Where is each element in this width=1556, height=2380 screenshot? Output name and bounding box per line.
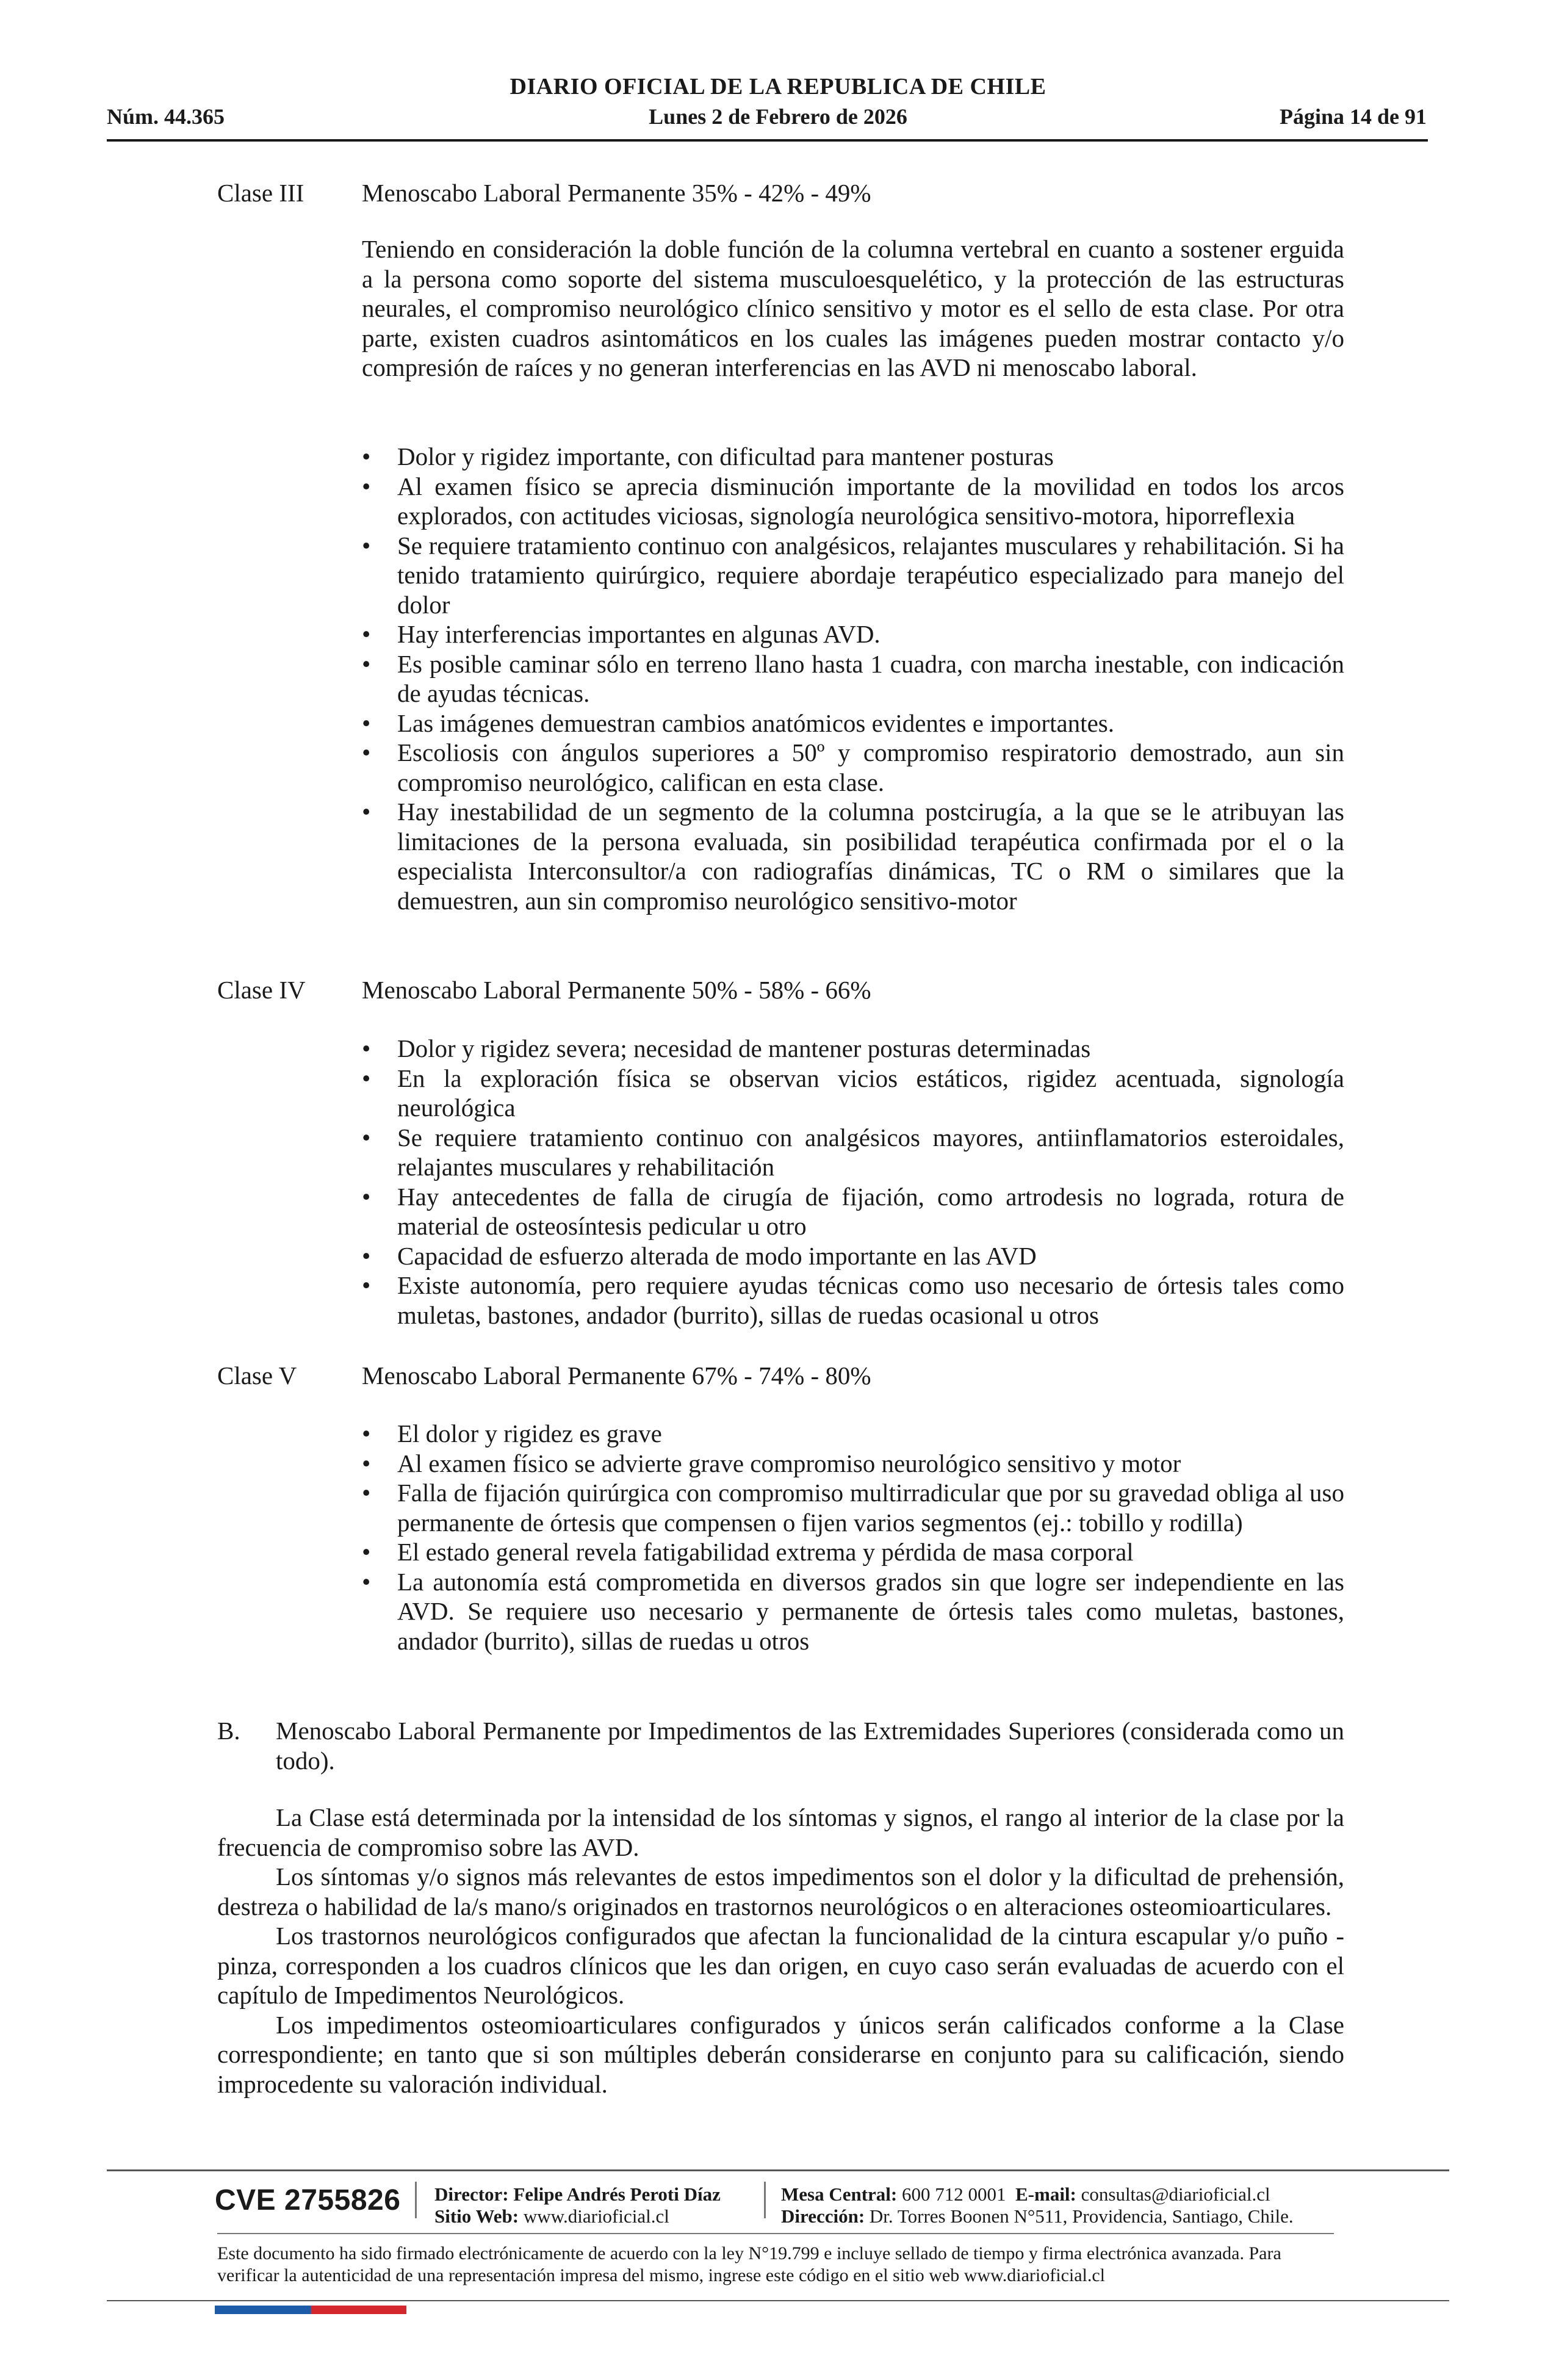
clase-iii-bullet-list bbox=[362, 442, 1344, 915]
flag-stripe-red bbox=[311, 2306, 406, 2314]
list-item: • Las imágenes demuestran cambios anatómicos evidentes e importantes. bbox=[362, 709, 1114, 737]
flag-stripe-blue bbox=[215, 2306, 311, 2314]
bullet-icon: • bbox=[362, 1241, 371, 1270]
footer-divider-bottom bbox=[107, 2300, 1449, 2301]
bullet-icon: • bbox=[362, 709, 371, 737]
bullet-icon: • bbox=[362, 1271, 371, 1299]
list-item: • Capacidad de esfuerzo alterada de modo importante en las AVD bbox=[362, 1241, 1037, 1270]
section-b-body bbox=[217, 1803, 1344, 2099]
section-b-paragraph: La Clase está determinada por la intensidad de los síntomas y signos, el rango al interior de la clase por la frecuencia de compromiso sobre las AVD. bbox=[217, 1803, 1344, 1861]
bullet-icon: • bbox=[362, 472, 371, 500]
footer-separator bbox=[415, 2182, 417, 2218]
list-item: • El dolor y rigidez es grave bbox=[362, 1419, 662, 1448]
bullet-icon: • bbox=[362, 798, 371, 826]
clase-iii-intro: Teniendo en consideración la doble función de la columna vertebral en cuanto a sostener erguida a la persona como soporte del sistema musculoesquelético, y la protección de las estructuras neurales, el compromiso neurológico clínico sensitivo y motor es el sello de esta clase. Por otra parte, existen cuadros asintomáticos en los cuales las imágenes pueden mostrar contacto y/o compresión de raíces y no generan interferencias en las AVD ni menoscabo laboral. bbox=[362, 235, 1344, 381]
issue-date: Lunes 2 de Febrero de 2026 bbox=[649, 104, 907, 129]
bullet-icon: • bbox=[362, 1419, 371, 1448]
clase-iv-bullet-list bbox=[362, 1034, 1344, 1330]
clase-v-bullet-list bbox=[362, 1419, 1344, 1656]
bullet-icon: • bbox=[362, 649, 371, 678]
list-item: • Existe autonomía, pero requiere ayudas técnicas como uso necesario de órtesis tales como muletas, bastones, andador (burrito), sillas de ruedas ocasional u otros bbox=[362, 1271, 1344, 1329]
address-value: Dr. Torres Boonen N°511, Providencia, Santiago, Chile. bbox=[869, 2205, 1294, 2227]
bullet-icon: • bbox=[362, 1182, 371, 1211]
list-item: • Se requiere tratamiento continuo con analgésicos mayores, antiinflamatorios esteroidales, relajantes musculares y rehabilitación bbox=[362, 1123, 1344, 1181]
list-item: • Dolor y rigidez importante, con dificultad para mantener posturas bbox=[362, 442, 1054, 471]
clase-iv-heading: Menoscabo Laboral Permanente 50% - 58% - 66% bbox=[362, 976, 871, 1004]
list-item: • Dolor y rigidez severa; necesidad de mantener posturas determinadas bbox=[362, 1034, 1091, 1062]
list-item: • Se requiere tratamiento continuo con analgésicos, relajantes musculares y rehabilitación. Si ha tenido tratamiento quirúrgico, requiere abordaje terapéutico especializado para manejo del dolor bbox=[362, 531, 1344, 619]
bullet-icon: • bbox=[362, 738, 371, 766]
section-b-heading: Menoscabo Laboral Permanente por Impedimentos de las Extremidades Superiores (considerada como un todo). bbox=[276, 1717, 1344, 1775]
list-item: • Al examen físico se aprecia disminución importante de la movilidad en todos los arcos explorados, con actitudes viciosas, signología neurológica sensitivo-motora, hiporreflexia bbox=[362, 472, 1344, 530]
clase-iii-heading: Menoscabo Laboral Permanente 35% - 42% - 49% bbox=[362, 179, 871, 207]
footer-director-block bbox=[434, 2183, 721, 2227]
section-b-paragraph: Los impedimentos osteomioarticulares configurados y únicos serán calificados conforme a la Clase correspondiente; en tanto que si son múltiples deberán considerarse en conjunto para su calificación, siendo improcedente su valoración individual. bbox=[217, 2010, 1344, 2098]
list-item: • Al examen físico se advierte grave compromiso neurológico sensitivo y motor bbox=[362, 1449, 1181, 1477]
section-b-paragraph: Los trastornos neurológicos configurados que afectan la funcionalidad de la cintura escapular y/o puño - pinza, corresponden a los cuadros clínicos que les dan origen, en cuyo caso serán evaluadas de acuerdo con el capítulo de Impedimentos Neurológicos. bbox=[217, 1922, 1344, 2009]
director-name: Felipe Andrés Peroti Díaz bbox=[513, 2183, 721, 2205]
director-label: Director: bbox=[434, 2183, 509, 2205]
bullet-icon: • bbox=[362, 531, 371, 560]
footer-divider-top bbox=[107, 2169, 1449, 2171]
email-link[interactable]: consultas@diarioficial.cl bbox=[1081, 2183, 1270, 2205]
list-item: • Hay interferencias importantes en algunas AVD. bbox=[362, 620, 881, 648]
clase-v-label: Clase V bbox=[217, 1361, 297, 1390]
bullet-icon: • bbox=[362, 1479, 371, 1507]
footer-separator bbox=[764, 2182, 766, 2218]
phone-value: 600 712 0001 bbox=[902, 2183, 1006, 2205]
email-label: E-mail: bbox=[1015, 2183, 1076, 2205]
clase-iii-label: Clase III bbox=[217, 179, 304, 207]
address-label: Dirección: bbox=[781, 2205, 865, 2227]
footer-divider-mid bbox=[217, 2233, 1334, 2234]
bullet-icon: • bbox=[362, 1123, 371, 1152]
bullet-icon: • bbox=[362, 1449, 371, 1477]
electronic-signature-notice: Este documento ha sido firmado electrónicamente de acuerdo con la ley N°19.799 e incluye sellado de tiempo y firma electrónica avanzada. Para verificar la autenticidad de una representación impresa del mismo, ingrese este código en el sitio web www.diarioficial.cl bbox=[217, 2243, 1281, 2285]
section-b-marker: B. bbox=[217, 1717, 240, 1745]
list-item: • El estado general revela fatigabilidad extrema y pérdida de masa corporal bbox=[362, 1538, 1134, 1566]
bullet-icon: • bbox=[362, 442, 371, 471]
list-item: • Es posible caminar sólo en terreno llano hasta 1 cuadra, con marcha inestable, con indicación de ayudas técnicas. bbox=[362, 649, 1344, 707]
list-item: • Falla de fijación quirúrgica con compromiso multirradicular que por su gravedad obliga al uso permanente de órtesis que compensen o fijen varios segmentos (ej.: tobillo y rodilla) bbox=[362, 1479, 1344, 1537]
clase-iv-label: Clase IV bbox=[217, 976, 306, 1004]
site-label: Sitio Web: bbox=[434, 2205, 519, 2227]
bullet-icon: • bbox=[362, 1567, 371, 1596]
section-b-paragraph: Los síntomas y/o signos más relevantes de estos impedimentos son el dolor y la dificultad de prehensión, destreza o habilidad de la/s mano/s originados en trastornos neurológicos o en alteraciones osteomioarticulares. bbox=[217, 1863, 1344, 1920]
list-item: • La autonomía está comprometida en diversos grados sin que logre ser independiente en las AVD. Se requiere uso necesario y permanente de órtesis tales como muletas, bastones, andador (burrito), sillas de ruedas u otros bbox=[362, 1567, 1344, 1655]
cve-code: CVE 2755826 bbox=[215, 2184, 401, 2216]
list-item: • Hay antecedentes de falla de cirugía de fijación, como artrodesis no lograda, rotura de material de osteosíntesis pedicular u otro bbox=[362, 1182, 1344, 1240]
phone-label: Mesa Central: bbox=[781, 2183, 898, 2205]
site-link[interactable]: www.diarioficial.cl bbox=[523, 2205, 669, 2227]
newspaper-title: DIARIO OFICIAL DE LA REPUBLICA DE CHILE bbox=[510, 74, 1046, 99]
bullet-icon: • bbox=[362, 1064, 371, 1092]
bullet-icon: • bbox=[362, 1034, 371, 1062]
footer-contact-block bbox=[781, 2183, 1294, 2227]
issue-number: Núm. 44.365 bbox=[107, 104, 225, 129]
bullet-icon: • bbox=[362, 620, 371, 648]
bullet-icon: • bbox=[362, 1538, 371, 1566]
header-divider bbox=[107, 139, 1428, 142]
clase-v-heading: Menoscabo Laboral Permanente 67% - 74% - 80% bbox=[362, 1361, 871, 1390]
page-number: Página 14 de 91 bbox=[1279, 104, 1427, 129]
list-item: • En la exploración física se observan vicios estáticos, rigidez acentuada, signología neurológica bbox=[362, 1064, 1344, 1122]
list-item: • Escoliosis con ángulos superiores a 50º y compromiso respiratorio demostrado, aun sin compromiso neurológico, califican en esta clase. bbox=[362, 738, 1344, 796]
list-item: • Hay inestabilidad de un segmento de la columna postcirugía, a la que se le atribuyan las limitaciones de la persona evaluada, sin posibilidad terapéutica confirmada por el o la especialista Interconsultor/a con radiografías dinámicas, TC o RM o similares que la demuestren, aun sin compromiso neurológico sensitivo-motor bbox=[362, 798, 1344, 915]
